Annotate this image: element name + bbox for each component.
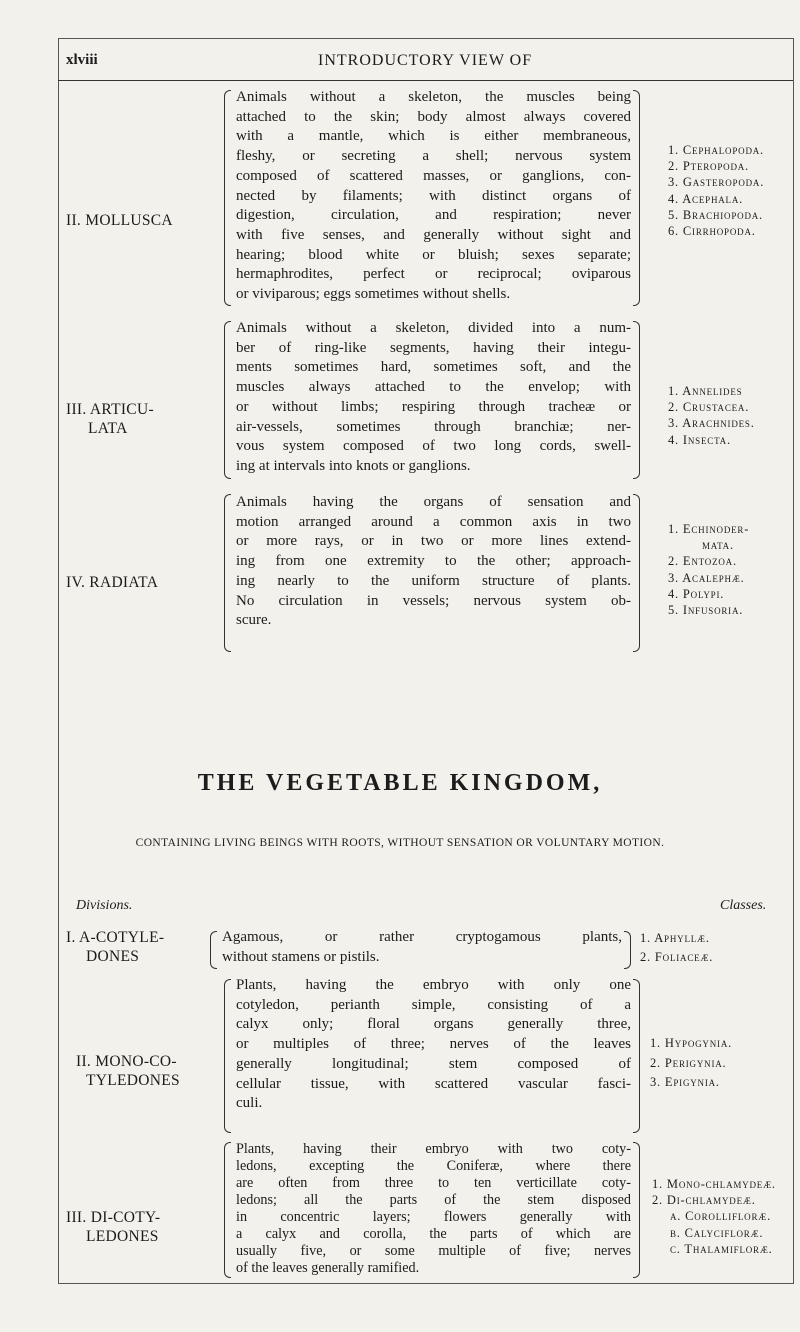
division-description — [236, 88, 631, 305]
page-number: xlviii — [66, 52, 98, 68]
section-title: THE VEGETABLE KINGDOM, — [197, 770, 603, 796]
description-line: a calyx and corolla, the parts of which are — [236, 1226, 631, 1242]
class-item: b. Calycifloræ. — [670, 1225, 764, 1240]
description-line: hearing; blood white or bluish; sexes separate; — [236, 246, 631, 263]
description-line: in concentric layers; flowers generally with — [236, 1209, 631, 1225]
classes-heading: Classes. — [720, 898, 767, 913]
division-name-line: I. A-COTYLE- — [66, 929, 165, 946]
left-brace — [224, 90, 231, 306]
description-line: or without limbs; respiring through tracheæ or — [236, 398, 631, 415]
description-line: ledons; all the parts of the stem disposed — [236, 1192, 631, 1208]
class-item: 1. Echinoder- — [668, 522, 750, 536]
class-list — [668, 521, 749, 618]
description-line: usually five, or some multiple of five; nerves — [236, 1243, 631, 1259]
class-item: 2. Pteropoda. — [668, 159, 749, 174]
divisions-heading: Divisions. — [76, 898, 133, 913]
class-list — [640, 929, 713, 967]
class-item: a. Corollifloræ. — [670, 1209, 772, 1224]
class-item: 1. Annelides — [668, 384, 743, 398]
left-brace — [210, 931, 217, 969]
description-line: air-vessels, sometimes through branchiæ; ner- — [236, 418, 631, 435]
right-brace — [633, 979, 640, 1133]
class-item: 6. Cirrhopoda. — [668, 224, 756, 239]
running-title: INTRODUCTORY VIEW OF — [318, 52, 533, 69]
division-name-line: LATA — [88, 420, 128, 437]
description-line: with five senses, and generally without sight and — [236, 226, 631, 243]
header-rule — [58, 80, 793, 81]
description-line: ments sometimes hard, sometimes soft, and the — [236, 359, 631, 376]
description-line: without stamens or pistils. — [222, 948, 380, 965]
description-line: digestion, circulation, and respiration; never — [236, 207, 631, 224]
class-item: 3. Arachnides. — [668, 416, 755, 431]
division-name — [66, 573, 158, 592]
division-name-line: LEDONES — [86, 1228, 159, 1245]
class-item: 2. Perigynia. — [650, 1055, 727, 1070]
description-line: generally longitudinal; stem composed of — [236, 1055, 631, 1072]
description-line: or more rays, or in two or more lines extend- — [236, 533, 631, 550]
class-item: 5. Infusoria. — [668, 603, 744, 618]
division-description — [236, 976, 631, 1114]
division-description — [236, 319, 631, 477]
division-name — [66, 211, 173, 230]
description-line: fleshy, or secreting a shell; nervous system — [236, 148, 631, 165]
description-line: culi. — [236, 1095, 263, 1112]
class-item: 4. Polypi. — [668, 586, 725, 601]
class-item: 3. Epigynia. — [650, 1075, 720, 1089]
description-line: ing at intervals into knots or ganglions. — [236, 457, 471, 474]
class-item: 1. Mono-chlamydeæ. — [652, 1177, 776, 1191]
class-item: 2. Crustacea. — [668, 400, 750, 415]
division-name-line: DONES — [86, 948, 140, 965]
division-name-line: II. MOLLUSCA — [66, 212, 173, 229]
description-line: Animals having the organs of sensation and — [236, 494, 631, 510]
right-brace — [633, 90, 640, 306]
description-line: attached to the skin; body almost always covered — [236, 108, 631, 125]
class-item: 4. Insecta. — [668, 432, 731, 447]
class-item: 1. Hypogynia. — [650, 1036, 733, 1050]
description-line: Plants, having the embryo with only one — [236, 977, 631, 993]
class-item: 2. Foliaceæ. — [640, 950, 714, 964]
class-list — [652, 1176, 776, 1257]
description-line: calyx only; floral organs generally three, — [236, 1016, 631, 1033]
description-line: cotyledon, perianth simple, consisting of a — [236, 996, 631, 1013]
division-name — [66, 928, 164, 966]
division-name — [66, 400, 154, 438]
division-name-line: III. ARTICU- — [66, 401, 154, 418]
class-item: 5. Brachiopoda. — [668, 207, 763, 222]
description-line: ing from one extremity to the other; approach- — [236, 553, 631, 570]
description-line: or multiples of three; nerves of the leaves — [236, 1036, 631, 1053]
left-brace — [224, 979, 231, 1133]
description-line: vous system composed of two long cords, swell- — [236, 438, 631, 455]
description-line: ing nearly to the uniform structure of plants. — [236, 572, 631, 589]
left-brace — [224, 321, 231, 479]
description-line: Agamous, or rather cryptogamous plants, — [222, 929, 622, 945]
description-line: with a mantle, which is either membraneous, — [236, 128, 631, 145]
class-item: 2. Di-chlamydeæ. — [652, 1193, 756, 1208]
description-line: muscles always attached to the envelop; with — [236, 379, 631, 396]
description-line: Animals without a skeleton, the muscles being — [236, 89, 631, 105]
section-subtitle: CONTAINING LIVING BEINGS WITH ROOTS, WITHOUT SENSATION OR VOLUNTARY MOTION. — [135, 837, 665, 849]
class-item: 1. Cephalopoda. — [668, 143, 764, 157]
division-name-line: III. DI-COTY- — [66, 1209, 161, 1226]
division-description — [236, 493, 631, 631]
right-brace — [633, 494, 640, 652]
left-brace — [224, 1142, 231, 1278]
division-name — [76, 1052, 180, 1090]
division-name-line: IV. RADIATA — [66, 574, 159, 591]
description-line: of the leaves generally ramified. — [236, 1260, 420, 1276]
division-description — [236, 1141, 631, 1277]
class-item: 3. Acalephæ. — [668, 570, 745, 585]
class-list — [668, 142, 764, 239]
description-line: motion arranged around a common axis in two — [236, 513, 631, 530]
right-brace — [633, 321, 640, 479]
class-item: 3. Gasteropoda. — [668, 175, 765, 190]
division-name-line: TYLEDONES — [86, 1072, 180, 1089]
description-line: are often from three to ten verticillate coty- — [236, 1175, 631, 1191]
left-brace — [224, 494, 231, 652]
division-name — [66, 1208, 160, 1246]
description-line: No circulation in vessels; nervous system ob- — [236, 592, 631, 609]
description-line: or viviparous; eggs sometimes without shells. — [236, 286, 511, 303]
right-brace — [633, 1142, 640, 1278]
right-brace — [624, 931, 631, 969]
class-item: 2. Entozoa. — [668, 554, 737, 569]
description-line: hermaphrodites, perfect or reciprocal; oviparous — [236, 266, 631, 283]
division-name-line: II. MONO-CO- — [76, 1053, 177, 1070]
class-item: 1. Aphyllæ. — [640, 931, 710, 945]
class-list — [668, 383, 755, 448]
description-line: cellular tissue, with scattered vascular fasci- — [236, 1075, 631, 1092]
class-item: mata. — [702, 538, 734, 553]
class-list — [650, 1034, 732, 1093]
class-item: c. Thalamifloræ. — [670, 1241, 773, 1256]
description-line: scure. — [236, 612, 272, 629]
class-item: 4. Acephala. — [668, 191, 744, 206]
description-line: Plants, having their embryo with two coty- — [236, 1141, 631, 1157]
description-line: ber of ring-like segments, having their integu- — [236, 339, 631, 356]
description-line: Animals without a skeleton, divided into a num- — [236, 320, 631, 336]
description-line: composed of scattered masses, or ganglions, con- — [236, 167, 631, 184]
description-line: nected by filaments; with distinct organs of — [236, 187, 631, 204]
division-description — [222, 928, 622, 967]
description-line: ledons, excepting the Coniferæ, where there — [236, 1158, 631, 1174]
